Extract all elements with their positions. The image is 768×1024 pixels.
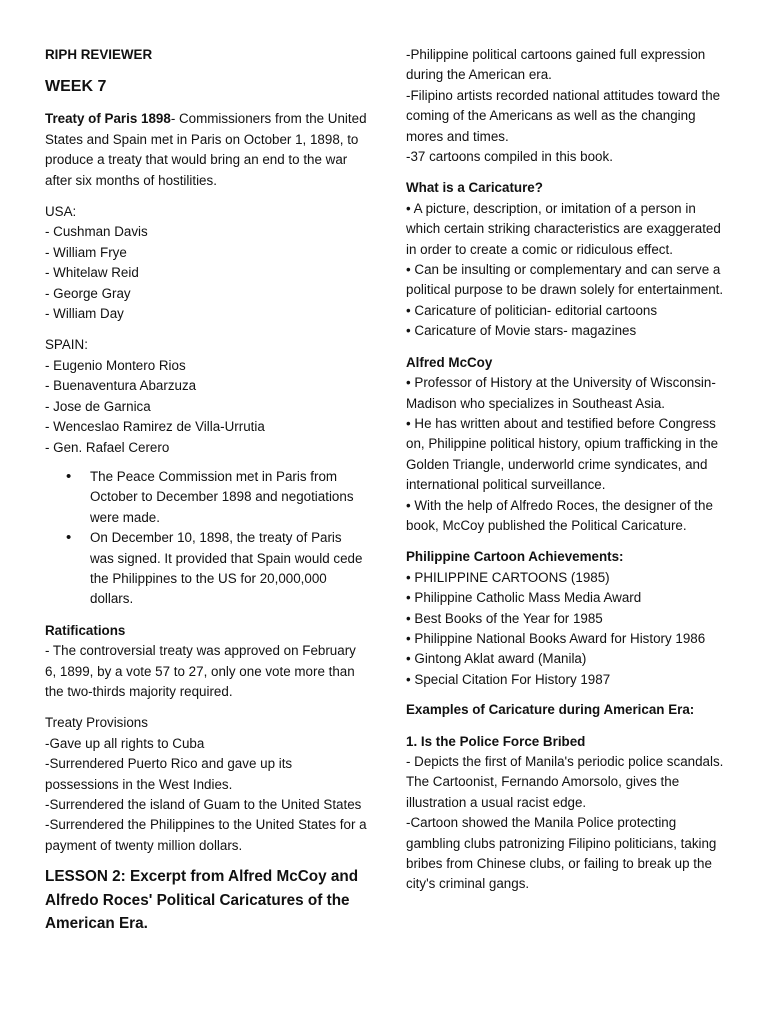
provisions-heading: Treaty Provisions [45, 715, 148, 731]
achievements-section [406, 547, 728, 690]
usa-member: - George Gray [45, 285, 131, 301]
usa-member: - William Frye [45, 244, 127, 260]
note-item: -37 cartoons compiled in this book. [406, 149, 613, 165]
usa-member: - Whitelaw Reid [45, 265, 139, 281]
caricature-item: • A picture, description, or imitation of a person in which certain striking characteristics are exaggerated in order to create a comic or ridiculous effect. [406, 200, 721, 257]
example-title: 1. Is the Police Force Bribed [406, 733, 586, 749]
provision-item: -Surrendered Puerto Rico and gave up its possessions in the West Indies. [45, 756, 293, 792]
provisions-section [45, 713, 367, 856]
note-item: -Filipino artists recorded national attitudes toward the coming of the Americans as well as the changing mores and times. [406, 87, 721, 144]
ratifications-text: - The controversial treaty was approved on February 6, 1899, by a vote 57 to 27, only one vote more than the two-thirds majority required. [45, 643, 356, 699]
provision-item: -Surrendered the island of Guam to the United States [45, 797, 362, 812]
caricature-item: • Can be insulting or complementary and can serve a political purpose to be drawn solely for entertainment. [406, 262, 724, 298]
left-column [45, 45, 367, 936]
caricature-heading: What is a Caricature? [406, 180, 543, 196]
mccoy-item: • He has written about and testified before Congress on, Philippine political history, opium trafficking in the Golden Triangle, underworld crime syndicates, and international political surveillance. [406, 415, 719, 493]
right-column [406, 45, 728, 895]
mccoy-section [406, 353, 728, 537]
list-item: • The Peace Commission met in Paris from October to December 1898 and negotiations were made. [45, 467, 367, 528]
achievements-heading: Philippine Cartoon Achievements: [406, 549, 624, 565]
caricature-item: • Caricature of politician- editorial cartoons [406, 302, 658, 318]
caricature-section [406, 178, 728, 341]
caricature-item: • Caricature of Movie stars- magazines [406, 323, 637, 339]
treaty-text: - Commissioners from the United States and Spain met in Paris on October 1, 1898, to produce a treaty that would bring an end to the war after six months of hostilities. [45, 111, 367, 188]
example-first [406, 732, 728, 895]
provision-item: -Surrendered the Philippines to the United States for a payment of twenty million dollars. [45, 817, 367, 853]
mccoy-item: • Professor of History at the University of Wisconsin-Madison who specializes in Southeast Asia. [406, 375, 716, 411]
lesson-heading: LESSON 2: Excerpt from Alfred McCoy and Alfredo Roces' Political Caricatures of the American Era. [45, 868, 359, 933]
treaty-title: Treaty of Paris 1898 [45, 111, 171, 127]
cartoon-notes [406, 45, 728, 167]
spain-member: - Gen. Rafael Cerero [45, 439, 170, 455]
spain-heading: SPAIN: [45, 337, 88, 353]
provision-item: -Gave up all rights to Cuba [45, 735, 205, 751]
list-item: • On December 10, 1898, the treaty of Paris was signed. It provided that Spain would cede the Philippines to the US for 20,000,000 dollars. [45, 528, 367, 610]
spain-section [45, 335, 367, 457]
achievement-item: • Special Citation For History 1987 [406, 671, 611, 687]
peace-commission-list [45, 467, 367, 610]
ratifications-heading: Ratifications [45, 622, 126, 638]
mccoy-heading: Alfred McCoy [406, 354, 493, 370]
week-heading: WEEK 7 [45, 78, 107, 96]
achievement-item: • Philippine National Books Award for History 1986 [406, 630, 706, 646]
spain-member: - Eugenio Montero Rios [45, 357, 186, 373]
ratifications-section [45, 621, 367, 703]
usa-member: - Cushman Davis [45, 224, 148, 240]
spain-member: - Buenaventura Abarzuza [45, 378, 197, 394]
document-header: RIPH REVIEWER [45, 47, 153, 62]
example-item: -Cartoon showed the Manila Police protecting gambling clubs patronizing Filipino politicians, taking bribes from Chinese clubs, or failing to break up the city's criminal gangs. [406, 815, 717, 892]
spain-member: - Wenceslao Ramirez de Villa-Urrutia [45, 419, 265, 435]
usa-heading: USA: [45, 204, 77, 220]
examples-heading: Examples of Caricature during American Era: [406, 702, 695, 718]
mccoy-item: • With the help of Alfredo Roces, the designer of the book, McCoy published the Political Caricature. [406, 497, 713, 533]
example-item: - Depicts the first of Manila's periodic police scandals. The Cartoonist, Fernando Amorsolo, gives the illustration a usual racist edge. [406, 754, 724, 810]
usa-section [45, 202, 367, 324]
achievement-item: • Gintong Aklat award (Manila) [406, 651, 587, 667]
usa-member: - William Day [45, 306, 124, 322]
achievement-item: • Philippine Catholic Mass Media Award [406, 590, 642, 606]
achievement-item: • Best Books of the Year for 1985 [406, 610, 603, 626]
spain-member: - Jose de Garnica [45, 398, 151, 414]
treaty-paragraph [45, 109, 367, 191]
note-item: -Philippine political cartoons gained full expression during the American era. [406, 47, 706, 83]
achievement-item: • PHILIPPINE CARTOONS (1985) [406, 569, 610, 585]
